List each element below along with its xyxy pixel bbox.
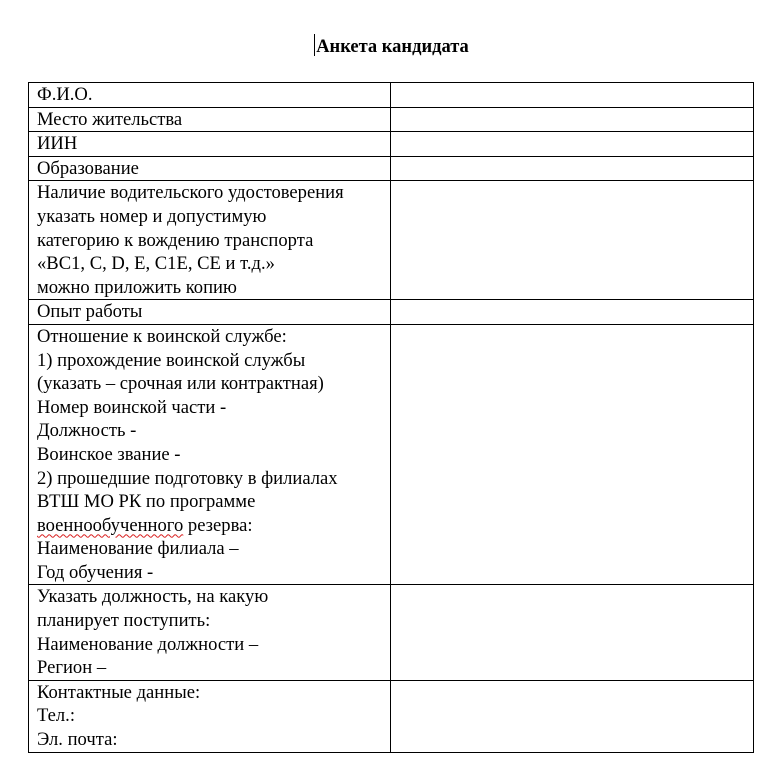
label-line: Регион – xyxy=(37,657,107,679)
label-line: Наименование должности – xyxy=(37,633,259,655)
label-contacts[interactable] xyxy=(29,680,391,752)
spellcheck-word[interactable]: военнообученного xyxy=(37,514,184,536)
form-row-work-experience xyxy=(29,300,754,325)
label-line: Указать должность, на какую xyxy=(37,586,269,608)
label-line: Воинское звание - xyxy=(37,443,181,465)
label-line: планирует поступить: xyxy=(37,610,211,632)
label-line: ВТШ МО РК по программе xyxy=(37,491,256,513)
label-desired-position[interactable] xyxy=(29,585,391,680)
label-line: Должность - xyxy=(37,420,137,442)
form-row-education xyxy=(29,156,754,181)
form-row-residence xyxy=(29,107,754,132)
form-row-iin xyxy=(29,132,754,157)
label-line: Эл. почта: xyxy=(37,729,118,751)
value-residence[interactable] xyxy=(391,107,754,132)
label-line: категорию к вождению транспорта xyxy=(37,229,314,251)
form-row-contacts xyxy=(29,680,754,752)
label-line-tail: резерва: xyxy=(183,514,253,536)
form-row-full-name xyxy=(29,83,754,108)
label-line: ИИН xyxy=(37,133,78,155)
label-education[interactable] xyxy=(29,156,391,181)
value-desired-position[interactable] xyxy=(391,585,754,680)
label-line: Ф.И.О. xyxy=(37,84,93,105)
label-iin[interactable] xyxy=(29,132,391,157)
label-line: (указать – срочная или контрактная) xyxy=(37,373,324,395)
label-line: Номер воинской части - xyxy=(37,396,227,418)
form-row-desired-position xyxy=(29,585,754,680)
label-line: Тел.: xyxy=(37,705,75,727)
label-work-experience[interactable] xyxy=(29,300,391,325)
value-iin[interactable] xyxy=(391,132,754,157)
label-full-name[interactable] xyxy=(29,83,391,108)
label-line xyxy=(37,514,390,538)
label-line: можно приложить копию xyxy=(37,276,237,298)
value-driver-license[interactable] xyxy=(391,181,754,300)
label-line: 1) прохождение воинской службы xyxy=(37,349,306,371)
label-line: Образование xyxy=(37,157,139,179)
label-residence[interactable] xyxy=(29,107,391,132)
label-line: Контактные данные: xyxy=(37,681,201,703)
label-line: «ВС1, С, D, Е, С1Е, СЕ и т.д.» xyxy=(37,253,275,275)
document-title[interactable]: Анкета кандидата xyxy=(316,37,469,57)
label-line: Наличие водительского удостоверения xyxy=(37,182,344,204)
label-line: Наименование филиала – xyxy=(37,538,239,560)
value-full-name[interactable] xyxy=(391,83,754,108)
label-driver-license[interactable] xyxy=(29,181,391,300)
label-line: Место жительства xyxy=(37,108,183,130)
label-line: 2) прошедшие подготовку в филиалах xyxy=(37,467,338,489)
form-row-military-service xyxy=(29,324,754,585)
value-work-experience[interactable] xyxy=(391,300,754,325)
label-military-service[interactable] xyxy=(29,324,391,585)
label-line: Год обучения - xyxy=(37,561,154,583)
value-contacts[interactable] xyxy=(391,680,754,752)
label-line: Опыт работы xyxy=(37,301,143,323)
value-education[interactable] xyxy=(391,156,754,181)
document-title-line[interactable] xyxy=(0,34,783,59)
label-line: Отношение к воинской службе: xyxy=(37,325,287,347)
label-line: указать номер и допустимую xyxy=(37,205,267,227)
form-row-driver-license xyxy=(29,181,754,300)
candidate-form-table xyxy=(28,82,754,753)
value-military-service[interactable] xyxy=(391,324,754,585)
